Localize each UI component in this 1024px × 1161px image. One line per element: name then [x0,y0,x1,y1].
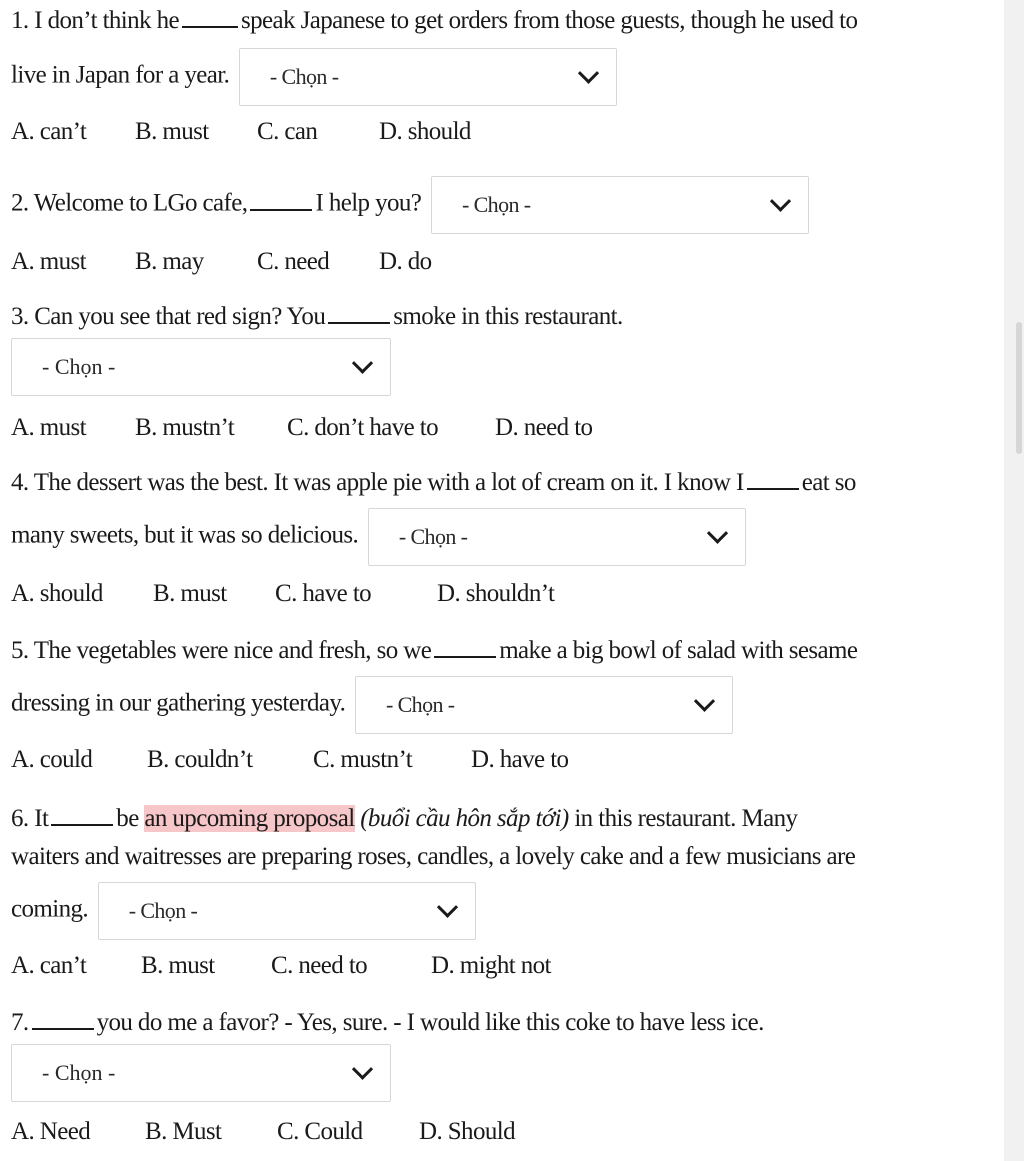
option-b: B. must [153,580,227,607]
chevron-down-icon [352,1058,373,1079]
option-c: C. need [257,248,330,275]
option-b: B. mustn’t [135,414,235,441]
highlighted-phrase: an upcoming proposal [144,805,355,832]
question-text: waiters and waitresses are preparing roses, candles, a lovely cake and a few musicians are [11,843,856,870]
chevron-down-icon [707,522,728,543]
answer-blank [51,800,113,826]
option-a: A. should [11,580,103,607]
answer-select-3[interactable] [11,338,391,396]
option-a: A. can’t [11,952,87,979]
question-1-line-2 [11,48,617,106]
option-d: D. might not [431,952,551,979]
answer-blank [250,185,312,211]
option-a: A. must [11,414,86,441]
question-5 [11,626,857,676]
answer-blank [328,298,390,324]
answer-select-5[interactable] [355,676,733,734]
option-a: A. can’t [11,118,87,145]
question-text: I don’t think he [34,7,180,34]
select-placeholder: - Chọn - [269,64,339,89]
question-text: speak Japanese to get orders from those guests, though he used to [241,7,858,34]
option-b: B. may [135,248,204,275]
question-text: Welcome to LGo cafe, [33,189,248,217]
answer-blank [434,632,496,658]
option-b: B. Must [145,1118,222,1145]
question-1 [11,0,857,46]
option-a: A. must [11,248,86,275]
question-text: in this restaurant. Many [574,805,798,832]
question-number: 3. [11,303,29,330]
question-text: dressing in our gathering yesterday. [11,689,346,717]
select-placeholder: - Chọn - [128,898,198,923]
question-text: eat so [801,469,856,496]
question-number: 5. [11,637,29,664]
option-a: A. Need [11,1118,91,1145]
question-text: I help you? [315,189,422,217]
select-placeholder: - Chọn - [461,192,531,217]
option-c: C. can [257,118,318,145]
question-6-line-2 [11,832,855,882]
answer-blank [747,464,799,490]
chevron-down-icon [437,896,458,917]
chevron-down-icon [694,690,715,711]
question-text: It [34,805,49,832]
answer-select-7[interactable] [11,1044,391,1102]
option-d: D. should [379,118,471,145]
question-text: be [116,805,139,832]
option-c: C. don’t have to [287,414,439,441]
option-d: D. have to [471,746,569,773]
question-5-line-2 [11,676,733,734]
question-4-line-2 [11,508,746,566]
select-row-3 [11,338,391,396]
scrollbar-track[interactable] [1004,0,1024,1161]
select-placeholder: - Chọn - [385,692,455,717]
question-text: The dessert was the best. It was apple pie with a lot of cream on it. I know I [33,469,744,496]
select-placeholder: - Chọn - [42,354,116,379]
question-text: coming. [11,895,89,923]
question-number: 6. [11,805,29,832]
question-4 [11,458,856,508]
chevron-down-icon [352,352,373,373]
option-c: C. Could [277,1118,363,1145]
vietnamese-translation: (buổi cầu hôn sắp tới) [360,805,569,832]
chevron-down-icon [770,190,791,211]
select-placeholder: - Chọn - [398,524,468,549]
chevron-down-icon [578,62,599,83]
option-d: D. Should [419,1118,516,1145]
option-d: D. need to [495,414,593,441]
scrollbar-thumb[interactable] [1016,322,1022,454]
question-text: smoke in this restaurant. [393,303,623,330]
question-7 [11,998,764,1048]
question-6-line-3 [11,882,476,940]
question-number: 4. [11,469,29,496]
answer-select-2[interactable] [431,176,809,234]
question-text: Can you see that red sign? You [34,303,326,330]
option-c: C. have to [275,580,372,607]
answer-blank [182,2,238,28]
option-a: A. could [11,746,93,773]
question-text: you do me a favor? - Yes, sure. - I would like this coke to have less ice. [96,1009,764,1036]
question-3 [11,292,623,342]
option-b: B. must [141,952,215,979]
answer-select-4[interactable] [368,508,746,566]
answer-select-1[interactable] [239,48,617,106]
option-b: B. must [135,118,209,145]
question-text: many sweets, but it was so delicious. [11,521,359,549]
question-number: 1. [11,7,29,34]
option-c: C. need to [271,952,368,979]
option-b: B. couldn’t [147,746,253,773]
question-2 [11,176,809,234]
question-text: make a big bowl of salad with sesame [499,637,858,664]
answer-select-6[interactable] [98,882,476,940]
select-placeholder: - Chọn - [42,1060,116,1085]
option-d: D. shouldn’t [437,580,555,607]
question-text: live in Japan for a year. [11,61,230,89]
select-row-7 [11,1044,391,1102]
question-number: 7. [11,1009,29,1036]
option-c: C. mustn’t [313,746,413,773]
question-text: The vegetables were nice and fresh, so we [33,637,432,664]
option-d: D. do [379,248,432,275]
question-number: 2. [11,189,29,217]
answer-blank [32,1004,94,1030]
